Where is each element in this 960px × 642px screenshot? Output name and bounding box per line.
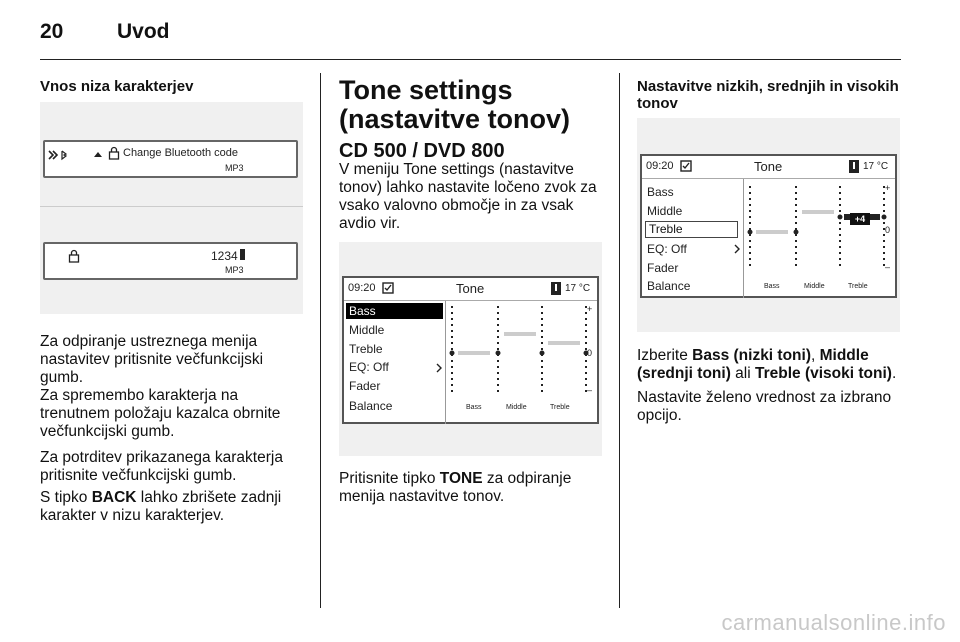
menu-item-bass[interactable]: Bass: [346, 303, 443, 319]
tone-screen: [342, 276, 599, 424]
menu-item-eq[interactable]: EQ: Off: [647, 242, 687, 256]
code-value: 1234: [211, 249, 238, 263]
tone-equalizer-graphic: [746, 184, 896, 272]
axis-label-treble: Treble: [848, 283, 868, 290]
screen-status-bar: [642, 156, 895, 179]
select-sep-2: ali: [730, 365, 755, 382]
source-label: MP3: [225, 163, 244, 173]
left-subheading: Vnos niza karakterjev: [40, 78, 194, 95]
screen-title: Tone: [456, 281, 485, 296]
temperature: 17 °C: [565, 283, 591, 294]
left-paragraph-2: Za spremembo karakterja na trenutnem položaju kazalca obrnite večfunkcijski gumb.: [40, 387, 281, 440]
press-text-post: za odpiranje menija nastavitve tonov.: [339, 470, 572, 505]
menu-item-fader[interactable]: Fader: [647, 261, 679, 275]
screen-title: Tone: [754, 159, 783, 174]
middle-intro: V meniju Tone settings (nastavitve tonov) lahko nastavite ločeno zvok za vsako valovno območje in za vsak avdio vir.: [339, 161, 597, 232]
column-divider-2: [619, 73, 620, 608]
left-paragraph-back: [40, 489, 310, 525]
clock: 09:20: [646, 160, 674, 172]
chevron-right-icon: [436, 363, 442, 373]
chevron-right-icon: [734, 244, 740, 254]
menu-item-balance[interactable]: Balance: [647, 279, 691, 293]
right-final-paragraph: Nastavite želeno vrednost za izbrano opcijo.: [637, 389, 892, 424]
axis-label-bass: Bass: [764, 283, 780, 290]
right-subheading: Nastavitve nizkih, srednjih in visokih tonov: [637, 78, 899, 112]
bluetooth-icon: [48, 148, 70, 162]
select-middle: Middle (srednji toni): [637, 347, 869, 382]
press-text-pre: Pritisnite tipko: [339, 470, 440, 487]
tone-menu-screenshot: [339, 242, 602, 456]
bluetooth-code-bar: [43, 140, 298, 178]
thermometer-icon: [551, 282, 561, 295]
menu-item-treble[interactable]: Treble: [349, 342, 383, 356]
left-paragraph-1: Za odpiranje ustreznega menija nastavitev pritisnite večfunkcijski gumb.: [40, 333, 264, 386]
menu-item-balance[interactable]: Balance: [349, 399, 393, 413]
screen-divider: [743, 179, 744, 298]
menu-item-treble[interactable]: Treble: [645, 221, 738, 238]
bluetooth-code-label: Change Bluetooth code: [123, 147, 238, 159]
back-key: BACK: [91, 489, 137, 506]
scale-plus: +: [587, 304, 593, 314]
section-title: Tone settings (nastavitve tonov): [339, 75, 571, 134]
back-text-post: lahko zbrišete zadnji karakter v nizu karakterjev.: [40, 489, 282, 524]
back-text-pre: S tipko: [40, 489, 92, 506]
watermark: carmanualsonline.info: [721, 610, 946, 635]
clock-sync-icon: [382, 282, 394, 294]
text-cursor: [240, 249, 245, 260]
right-select-instructions: [637, 347, 909, 383]
scale-minus: –: [885, 262, 891, 272]
bluetooth-code-screenshot: [40, 102, 303, 314]
scale-zero: 0: [885, 225, 891, 235]
menu-item-bass[interactable]: Bass: [647, 185, 674, 199]
temperature: 17 °C: [863, 161, 889, 172]
select-bass: Bass (nizki toni): [692, 347, 811, 364]
select-sep-1: ,: [811, 347, 820, 364]
clock: 09:20: [348, 282, 376, 294]
screen-separator: [40, 206, 303, 207]
left-paragraph-3: Za potrditev prikazanega karakterja pritisnite večfunkcijski gumb.: [40, 449, 283, 484]
tone-screen: [640, 154, 897, 298]
lock-icon: [68, 249, 80, 263]
source-label: MP3: [225, 265, 244, 275]
select-text-post: .: [891, 365, 897, 382]
page-number: 20: [40, 20, 64, 43]
scale-plus: +: [885, 183, 891, 193]
menu-item-middle[interactable]: Middle: [349, 323, 385, 337]
section-subtitle: CD 500 / DVD 800: [339, 140, 505, 162]
axis-label-middle: Middle: [804, 283, 825, 290]
axis-label-treble: Treble: [550, 404, 570, 411]
select-text-pre: Izberite: [637, 347, 693, 364]
axis-label-middle: Middle: [506, 404, 527, 411]
axis-label-bass: Bass: [466, 404, 482, 411]
menu-item-middle[interactable]: Middle: [647, 204, 683, 218]
tone-key: TONE: [439, 470, 483, 487]
select-treble: Treble (visoki toni): [754, 365, 892, 382]
scale-zero: 0: [587, 348, 593, 358]
middle-press-tone: [339, 470, 611, 506]
scale-minus: –: [587, 385, 593, 395]
thermometer-icon: [849, 160, 859, 173]
column-divider-1: [320, 73, 321, 608]
header-rule: [40, 59, 901, 60]
screen-divider: [445, 301, 446, 424]
menu-item-fader[interactable]: Fader: [349, 379, 381, 393]
code-entry-bar: [43, 242, 298, 280]
tone-equalizer-graphic: [448, 304, 598, 394]
value-badge: +4: [850, 213, 870, 225]
screen-status-bar: [344, 278, 597, 301]
lock-icon: [108, 146, 120, 160]
chapter-title: Uvod: [117, 20, 170, 43]
caret-up-icon: [93, 150, 103, 158]
menu-item-eq[interactable]: EQ: Off: [349, 360, 389, 374]
clock-sync-icon: [680, 160, 692, 172]
tone-adjust-screenshot: [637, 118, 900, 332]
